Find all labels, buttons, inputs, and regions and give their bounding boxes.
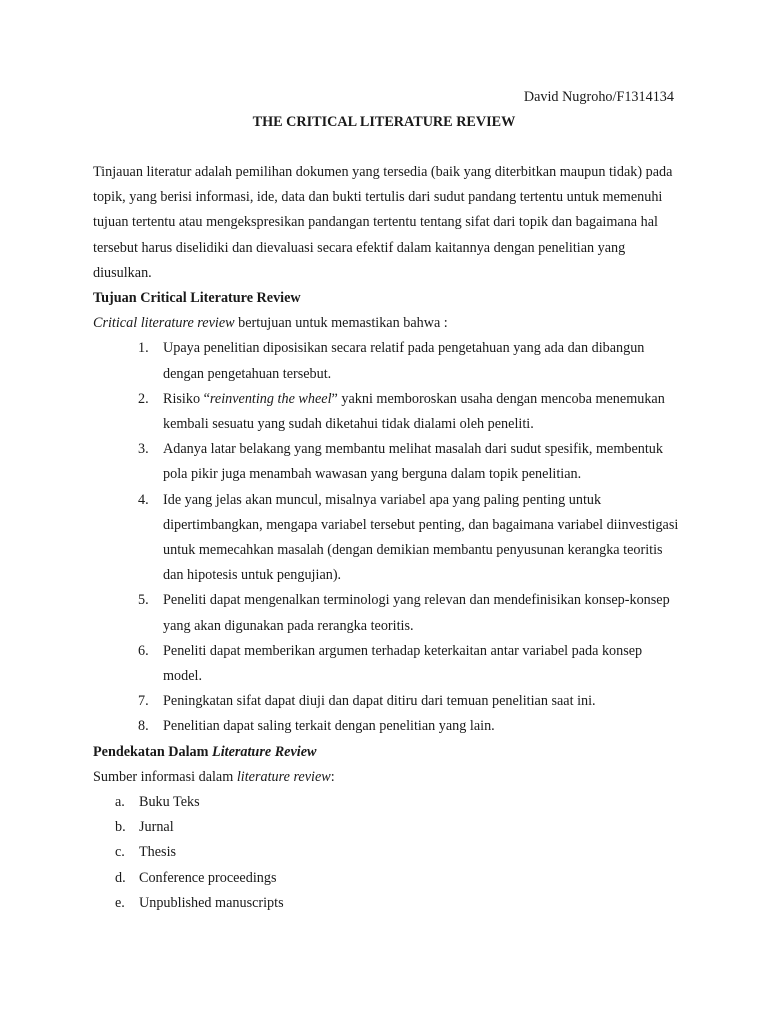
list-item-text: ” yakni memboroskan usaha dengan mencoba menemukan kembali sesuatu yang sudah diketahui tidak dialami oleh peneliti. xyxy=(163,390,665,433)
list-item xyxy=(93,437,683,487)
list-item xyxy=(93,866,683,891)
author-line: David Nugroho/F1314134 xyxy=(523,89,674,105)
list-item xyxy=(93,891,683,916)
lead-end: : xyxy=(330,768,335,785)
section-heading-pendekatan xyxy=(93,740,683,765)
list-item xyxy=(93,689,683,714)
document-body xyxy=(93,160,683,916)
list-marker: 4. xyxy=(138,491,149,508)
list-marker: 2. xyxy=(138,390,149,407)
list-marker: 3. xyxy=(138,441,149,458)
list-item xyxy=(93,639,683,689)
list-item-italic: reinventing the wheel xyxy=(209,390,332,407)
list-item xyxy=(93,588,683,638)
list-item-text: Unpublished manuscripts xyxy=(139,894,284,911)
list-item xyxy=(93,387,683,437)
section-lead-tujuan xyxy=(93,311,683,336)
list-marker: 1. xyxy=(138,340,149,357)
list-item-text: Peneliti dapat mengenalkan terminologi yang relevan dan mendefinisikan konsep-konsep yang akan digunakan pada rerangka teoritis. xyxy=(163,592,670,634)
intro-paragraph: Tinjauan literatur adalah pemilihan dokumen yang tersedia (baik yang diterbitkan maupun tidak) pada topik, yang berisi informasi, ide, data dan bukti tertulis dari sudut pandang tertentu untuk memenuhi tujuan tertentu atau mengekspresikan pandangan tertentu tentang sifat dari topik dan bagaimana hal tersebut harus diselidiki dan dievaluasi secara efektif dalam kaitannya dengan penelitian yang diusulkan. xyxy=(93,164,673,281)
list-marker: 6. xyxy=(138,642,149,659)
list-item-text: Adanya latar belakang yang membantu melihat masalah dari sudut spesifik, membentuk pola pikir juga menambah wawasan yang berguna dalam topik penelitian. xyxy=(163,441,663,483)
list-item-text: Conference proceedings xyxy=(139,869,277,886)
list-item-text: Peningkatan sifat dapat diuji dan dapat ditiru dari temuan penelitian saat ini. xyxy=(163,693,596,710)
list-item-text: Risiko “ xyxy=(163,390,210,407)
heading-italic: Literature Review xyxy=(212,743,317,760)
list-marker: b. xyxy=(115,819,126,836)
list-marker: d. xyxy=(115,869,126,886)
list-marker: c. xyxy=(115,844,125,861)
list-item-text: Upaya penelitian diposisikan secara relatif pada pengetahuan yang ada dan dibangun dengan pengetahuan tersebut. xyxy=(163,340,645,382)
list-item xyxy=(93,488,683,589)
section-lead-sumber xyxy=(93,765,683,790)
list-item-text: Penelitian dapat saling terkait dengan penelitian yang lain. xyxy=(163,718,495,735)
document-title: THE CRITICAL LITERATURE REVIEW xyxy=(252,114,516,130)
lead-italic: literature review xyxy=(236,768,331,785)
lead-text: bertujuan untuk memastikan bahwa : xyxy=(234,315,448,332)
lead-text: Sumber informasi dalam xyxy=(93,768,237,785)
numbered-list xyxy=(93,336,683,739)
lettered-list xyxy=(93,790,683,916)
list-item xyxy=(93,336,683,386)
list-item-text: Buku Teks xyxy=(139,794,200,811)
list-marker: 5. xyxy=(138,592,149,609)
list-item xyxy=(93,840,683,865)
list-marker: 8. xyxy=(138,718,149,735)
list-item xyxy=(93,790,683,815)
list-item-text: Jurnal xyxy=(139,819,174,836)
list-item-text: Ide yang jelas akan muncul, misalnya variabel apa yang paling penting untuk dipertimbangkan, mengapa variabel tersebut penting, dan bagaimana variabel diinvestigasi untuk memecahkan masalah (dengan demikian membantu penyusunan kerangka teoritis dan hipotesis untuk pengujian). xyxy=(163,491,679,584)
list-item xyxy=(93,714,683,739)
list-marker: a. xyxy=(115,794,125,811)
list-marker: 7. xyxy=(138,693,149,710)
lead-italic: Critical literature review xyxy=(93,315,235,332)
list-marker: e. xyxy=(115,894,125,911)
list-item xyxy=(93,815,683,840)
section-heading-tujuan: Tujuan Critical Literature Review xyxy=(93,290,301,307)
list-item-text: Peneliti dapat memberikan argumen terhadap keterkaitan antar variabel pada konsep model. xyxy=(163,642,643,685)
list-item-text: Thesis xyxy=(139,844,177,861)
heading-text: Pendekatan Dalam xyxy=(93,743,213,760)
